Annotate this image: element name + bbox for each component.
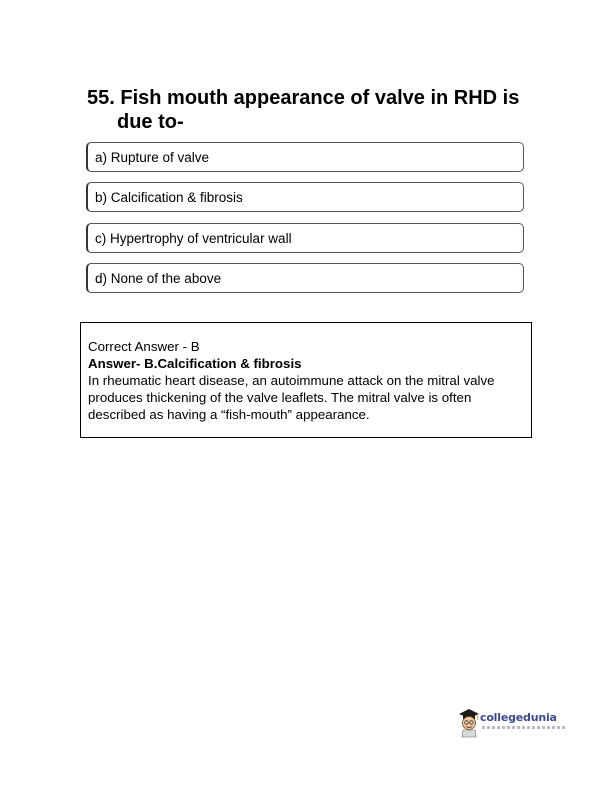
answer-box — [80, 322, 532, 438]
option-a[interactable]: a) Rupture of valve — [86, 142, 524, 172]
graduate-mascot-icon — [458, 708, 480, 738]
correct-answer-label: Correct Answer - B — [88, 339, 200, 354]
option-b[interactable]: b) Calcification & fibrosis — [86, 182, 524, 212]
option-c[interactable]: c) Hypertrophy of ventricular wall — [86, 223, 524, 253]
answer-explanation: In rheumatic heart disease, an autoimmune attack on the mitral valve produces thickening of the valve leaflets. The mitral valve is often described as having a “fish-mouth” appearance. — [88, 373, 495, 422]
logo-tagline-mark — [482, 726, 566, 729]
question-title — [87, 86, 547, 134]
answer-heading: Answer- B.Calcification & fibrosis — [88, 356, 302, 371]
logo-brand-text: collegedunia — [480, 711, 557, 724]
question-text-line-1: 55. Fish mouth appearance of valve in RHD is — [87, 87, 520, 109]
collegedunia-logo — [458, 708, 568, 738]
question-text-line-2: due to- — [117, 111, 184, 133]
option-d[interactable]: d) None of the above — [86, 263, 524, 293]
